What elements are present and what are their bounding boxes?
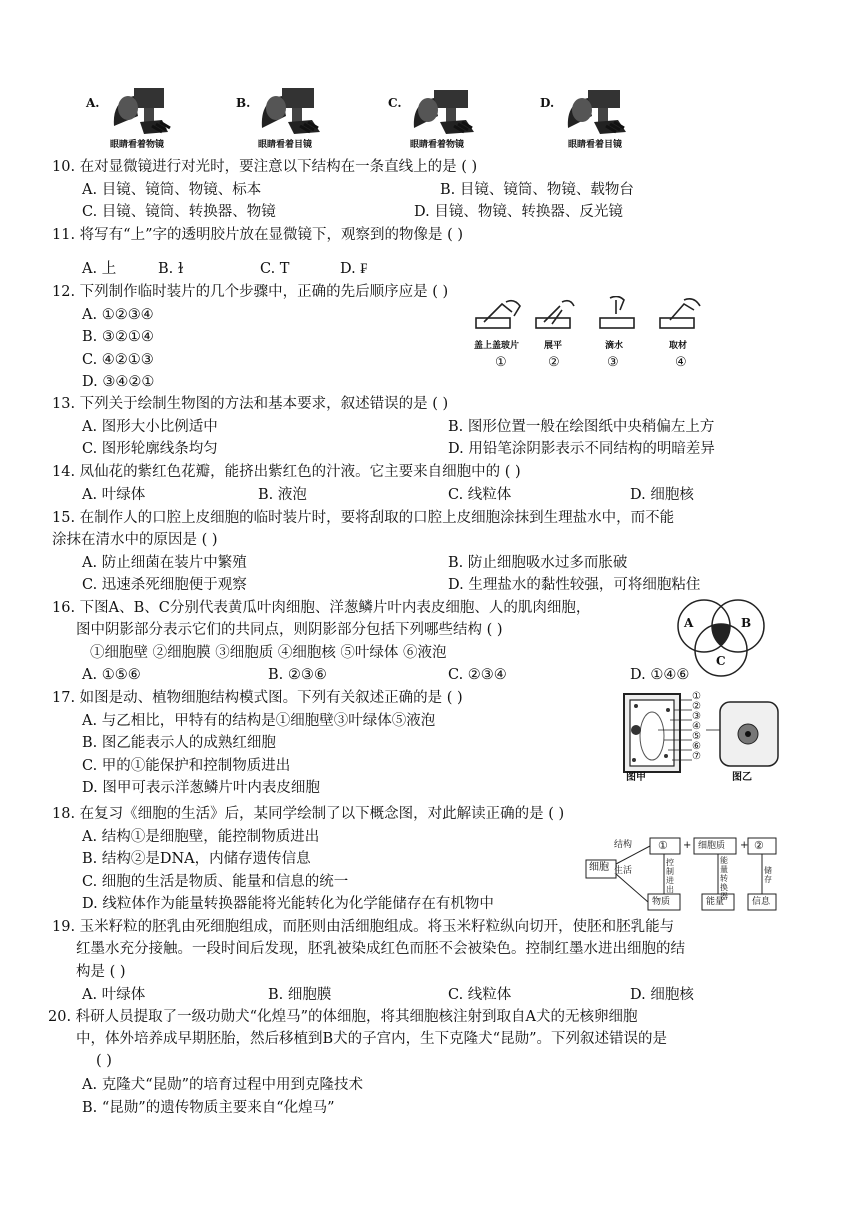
option-b[interactable]: B. 细胞膜 xyxy=(268,987,332,1003)
figure-yi-caption: 图乙 xyxy=(732,772,752,783)
concept-node-cytoplasm: 细胞质 xyxy=(698,841,726,851)
question-stem: 11. 将写有“上”字的透明胶片放在显微镜下，观察到的物像是 ( ) xyxy=(52,227,464,243)
figure-jia-caption: 图甲 xyxy=(626,772,646,783)
step-number: ① xyxy=(495,355,507,370)
cell-label: ⑦ xyxy=(692,751,701,762)
option-d[interactable]: D. ①④⑥ xyxy=(630,667,690,683)
cell-structure-figure xyxy=(614,690,794,780)
option-a[interactable]: A. 结构①是细胞壁，能控制物质进出 xyxy=(82,829,320,845)
microscope-caption: 眼睛看着目镜 xyxy=(568,140,623,150)
concept-cell: 细胞 xyxy=(589,862,609,873)
option-b[interactable]: B. ɫ xyxy=(158,261,184,277)
question-stem: 17. 如图是动、植物细胞结构模式图。下列有关叙述正确的是 ( ) xyxy=(52,690,463,706)
concept-node-1: ① xyxy=(658,839,668,852)
option-a[interactable]: A. 上 xyxy=(82,261,117,277)
option-a[interactable]: A. 防止细菌在装片中繁殖 xyxy=(82,555,247,571)
microscope-option-letter: B. xyxy=(236,96,251,110)
concept-plus: + xyxy=(740,840,749,851)
concept-node-energy: 能量 xyxy=(706,897,725,907)
option-a[interactable]: A. ①⑤⑥ xyxy=(82,667,141,683)
option-d[interactable]: D. 细胞核 xyxy=(630,487,694,503)
option-a[interactable]: A. 叶绿体 xyxy=(82,987,146,1003)
microscope-illustration xyxy=(254,86,340,138)
option-c[interactable]: C. 目镜、镜筒、转换器、物镜 xyxy=(82,204,276,220)
question-stem: 中，体外培养成早期胚胎，然后移植到B犬的子宫内，生下克隆犬“昆勋”。下列叙述错误的是 xyxy=(76,1031,667,1047)
option-b[interactable]: B. 图乙能表示人的成熟红细胞 xyxy=(82,735,276,751)
question-stem: 18. 在复习《细胞的生活》后，某同学绘制了以下概念图，对此解读正确的是 ( ) xyxy=(52,806,565,822)
option-c[interactable]: C. 线粒体 xyxy=(448,487,512,503)
question-stem: ( ) xyxy=(96,1053,112,1069)
concept-node-info: 信息 xyxy=(752,897,771,907)
question-stem: 14. 凤仙花的紫红色花瓣，能挤出紫红色的汁液。它主要来自细胞中的 ( ) xyxy=(52,464,521,480)
cell-label: ⑥ xyxy=(692,741,701,752)
option-c[interactable]: C. T xyxy=(260,261,290,277)
option-a[interactable]: A. 图形大小比例适中 xyxy=(82,419,218,435)
option-b[interactable]: B. ②③⑥ xyxy=(268,667,327,683)
option-c[interactable]: C. ④②①③ xyxy=(82,352,154,368)
microscope-option-letter: A. xyxy=(86,96,100,110)
question-stem: 涂抹在清水中的原因是 ( ) xyxy=(52,532,218,548)
step-label: 取材 xyxy=(669,341,688,351)
venn-label-c: C xyxy=(716,654,726,668)
question-stem: 16. 下图A、B、C分别代表黄瓜叶肉细胞、洋葱鳞片叶内表皮细胞、人的肌肉细胞， xyxy=(52,600,591,616)
microscope-caption: 眼睛看着物镜 xyxy=(410,140,465,150)
concept-label-store: 储存 xyxy=(764,866,772,884)
microscope-illustration xyxy=(560,88,646,138)
option-d[interactable]: D. 生理盐水的黏性较强，可将细胞粘住 xyxy=(448,577,701,593)
question-stem: 10. 在对显微镜进行对光时，要注意以下结构在一条直线上的是 ( ) xyxy=(52,159,478,175)
concept-label-control: 控制进出 xyxy=(666,858,674,894)
option-b[interactable]: B. 液泡 xyxy=(258,487,307,503)
option-c[interactable]: C. 线粒体 xyxy=(448,987,512,1003)
step-number: ② xyxy=(548,355,560,370)
option-a[interactable]: A. 克隆犬“昆勋”的培育过程中用到克隆技术 xyxy=(82,1077,364,1093)
step-label: 展平 xyxy=(544,341,563,351)
concept-node-matter: 物质 xyxy=(652,897,671,907)
structure-list: ①细胞壁 ②细胞膜 ③细胞质 ④细胞核 ⑤叶绿体 ⑥液泡 xyxy=(90,645,447,661)
option-b[interactable]: B. 防止细胞吸水过多而胀破 xyxy=(448,555,628,571)
cell-label: ⑤ xyxy=(692,731,701,742)
option-b[interactable]: B. 图形位置一般在绘图纸中央稍偏左上方 xyxy=(448,419,715,435)
concept-label-converter: 能量转换器 xyxy=(720,856,728,901)
microscope-illustration xyxy=(104,86,190,138)
microscope-option-letter: C. xyxy=(388,96,402,110)
question-stem: 12. 下列制作临时装片的几个步骤中，正确的先后顺序应是 ( ) xyxy=(52,284,449,300)
option-a[interactable]: A. ①②③④ xyxy=(82,307,154,323)
option-a[interactable]: A. 目镜、镜筒、物镜、标本 xyxy=(82,182,262,198)
step-label: 盖上盖玻片 xyxy=(474,341,520,351)
option-d[interactable]: D. 细胞核 xyxy=(630,987,694,1003)
option-a[interactable]: A. 叶绿体 xyxy=(82,487,146,503)
microscope-option-letter: D. xyxy=(540,96,555,110)
cell-label: ② xyxy=(692,701,701,712)
option-d[interactable]: D. 用铅笔涂阴影表示不同结构的明暗差异 xyxy=(448,441,715,457)
question-stem: 15. 在制作人的口腔上皮细胞的临时装片时，要将刮取的口腔上皮细胞涂抹到生理盐水中，而不能 xyxy=(52,510,675,526)
microscope-illustration xyxy=(406,86,492,138)
cell-label: ① xyxy=(692,691,701,702)
microscope-caption: 眼睛看着目镜 xyxy=(258,140,313,150)
option-c[interactable]: C. 图形轮廓线条均匀 xyxy=(82,441,218,457)
option-d[interactable]: D. 目镜、物镜、转换器、反光镜 xyxy=(414,204,623,220)
question-stem: 红墨水充分接触。一段时间后发现，胚乳被染成红色而胚不会被染色。控制红墨水进出细胞的结 xyxy=(76,941,685,957)
concept-plus: + xyxy=(683,840,692,851)
step-number: ③ xyxy=(607,355,619,370)
question-stem: 图中阴影部分表示它们的共同点，则阴影部分包括下列哪些结构 ( ) xyxy=(76,622,503,638)
step-number: ④ xyxy=(675,355,687,370)
question-stem: 19. 玉米籽粒的胚乳由死细胞组成，而胚则由活细胞组成。将玉米籽粒纵向切开，使胚和胚乳能与 xyxy=(52,919,675,935)
option-d[interactable]: D. ₣ xyxy=(340,261,368,277)
concept-node-2: ② xyxy=(754,839,764,852)
question-stem: 20. 科研人员提取了一级功勋犬“化煌马”的体细胞，将其细胞核注射到取自A犬的无核卵细胞 xyxy=(48,1009,638,1025)
cell-label: ③ xyxy=(692,711,701,722)
concept-label-structure: 结构 xyxy=(614,840,633,850)
question-stem: 13. 下列关于绘制生物图的方法和基本要求，叙述错误的是 ( ) xyxy=(52,396,449,412)
microscope-caption: 眼睛看着物镜 xyxy=(110,140,165,150)
option-d[interactable]: D. ③④②① xyxy=(82,374,155,390)
cell-label: ④ xyxy=(692,721,701,732)
option-b[interactable]: B. “昆勋”的遗传物质主要来自“化煌马” xyxy=(82,1100,335,1116)
question-stem: 构是 ( ) xyxy=(76,964,126,980)
option-d[interactable]: D. 线粒体作为能量转换器能将光能转化为化学能储存在有机物中 xyxy=(82,896,494,912)
option-b[interactable]: B. 结构②是DNA，内储存遗传信息 xyxy=(82,851,311,867)
option-c[interactable]: C. 迅速杀死细胞便于观察 xyxy=(82,577,247,593)
option-a[interactable]: A. 与乙相比，甲特有的结构是①细胞壁③叶绿体⑤液泡 xyxy=(82,713,436,729)
option-c[interactable]: C. ②③④ xyxy=(448,667,507,683)
slide-steps-illustration xyxy=(470,296,720,338)
step-label: 滴水 xyxy=(605,341,624,351)
option-b[interactable]: B. 目镜、镜筒、物镜、载物台 xyxy=(440,182,634,198)
option-b[interactable]: B. ③②①④ xyxy=(82,329,154,345)
option-c[interactable]: C. 细胞的生活是物质、能量和信息的统一 xyxy=(82,874,349,890)
venn-label-a: A xyxy=(684,616,694,630)
concept-label-life: 生活 xyxy=(614,866,633,876)
option-c[interactable]: C. 甲的①能保护和控制物质进出 xyxy=(82,758,291,774)
venn-label-b: B xyxy=(741,616,752,630)
option-d[interactable]: D. 图甲可表示洋葱鳞片叶内表皮细胞 xyxy=(82,780,320,796)
